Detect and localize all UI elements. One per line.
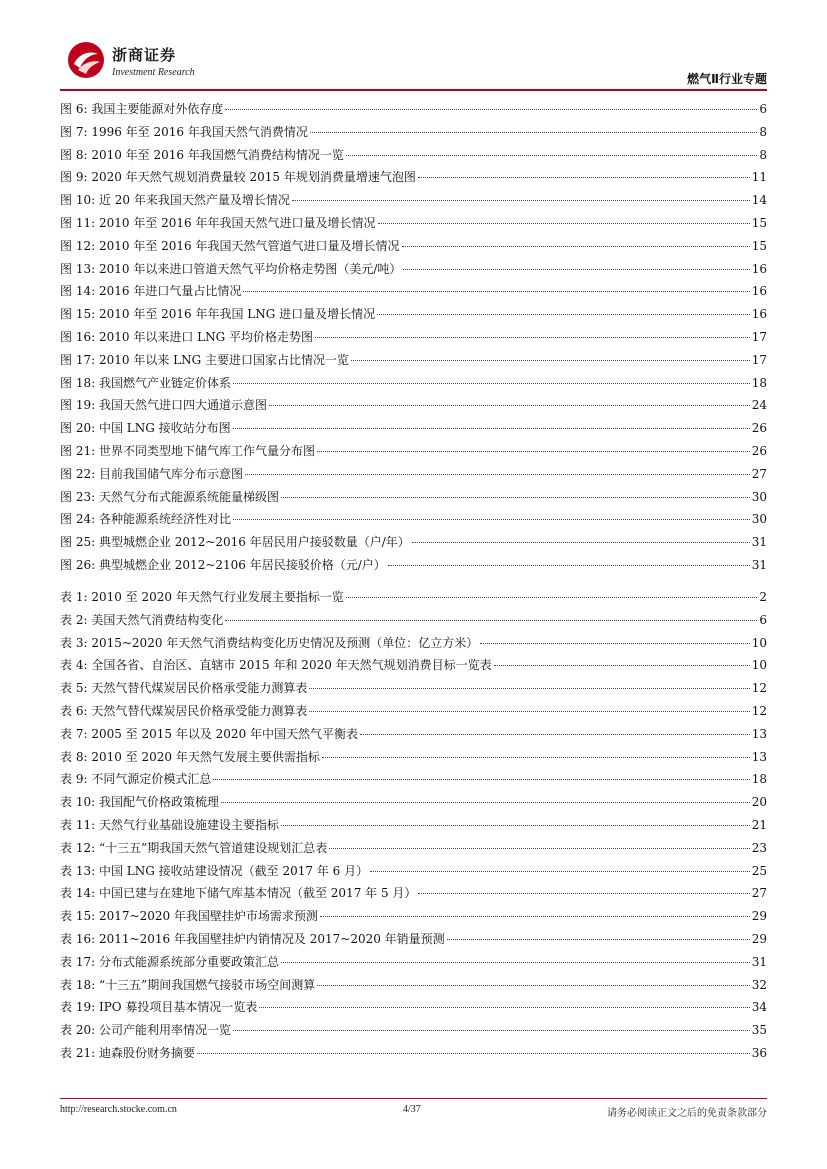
toc-entry-title: 2010 年至 2016 年年我国 LNG 进口量及增长情况 bbox=[98, 307, 376, 322]
toc-entry-page: 10 bbox=[751, 658, 767, 673]
toc-leader-dots bbox=[269, 405, 750, 406]
toc-leader-dots bbox=[233, 383, 750, 384]
toc-entry-page: 35 bbox=[751, 1023, 767, 1038]
toc-entry-title: 天然气替代煤炭居民价格承受能力测算表 bbox=[91, 681, 308, 696]
footer-divider bbox=[60, 1098, 767, 1099]
table-toc-entry[interactable] bbox=[60, 930, 767, 953]
toc-entry-page: 16 bbox=[751, 284, 767, 299]
toc-entry-page: 13 bbox=[751, 749, 767, 764]
toc-leader-dots bbox=[447, 939, 750, 940]
toc-entry-title: 2010 年以来进口管道天然气平均价格走势图（美元/吨） bbox=[98, 261, 402, 276]
toc-leader-dots bbox=[281, 825, 750, 826]
toc-entry-title: 2017~2020 年我国壁挂炉市场需求预测 bbox=[98, 909, 318, 924]
toc-entry-number: 表 14: bbox=[60, 886, 96, 901]
toc-entry-title: 中国已建与在建地下储气库基本情况（截至 2017 年 5 月） bbox=[98, 886, 417, 901]
toc-entry-page: 15 bbox=[751, 238, 767, 253]
toc-entry-page: 25 bbox=[751, 863, 767, 878]
toc-entry-page: 12 bbox=[751, 703, 767, 718]
toc-entry-number: 图 12: bbox=[60, 238, 96, 253]
toc-leader-dots bbox=[329, 848, 749, 849]
toc-entry-number: 图 15: bbox=[60, 307, 96, 322]
figure-toc-entry[interactable] bbox=[60, 191, 767, 214]
table-list bbox=[60, 588, 767, 1067]
toc-leader-dots bbox=[315, 337, 750, 338]
figure-toc-entry[interactable] bbox=[60, 419, 767, 442]
brand-name: 浙商证券 bbox=[112, 46, 177, 64]
toc-entry-number: 图 8: bbox=[60, 147, 88, 162]
toc-entry-page: 27 bbox=[751, 886, 767, 901]
figure-toc-entry[interactable] bbox=[60, 442, 767, 465]
figure-toc-entry[interactable] bbox=[60, 488, 767, 511]
toc-entry-number: 表 19: bbox=[60, 1000, 96, 1015]
toc-entry-page: 16 bbox=[751, 307, 767, 322]
toc-entry-title: 典型城燃企业 2012~2016 年居民用户接驳数量（户/年） bbox=[98, 535, 410, 550]
toc-entry-title: 全国各省、自治区、直辖市 2015 年和 2020 年天然气规划消费目标一览表 bbox=[91, 658, 492, 673]
toc-entry-title: 近 20 年来我国天然产量及增长情况 bbox=[98, 193, 290, 208]
toc-leader-dots bbox=[388, 565, 750, 566]
figure-toc-entry[interactable] bbox=[60, 556, 767, 579]
figure-toc-entry[interactable] bbox=[60, 305, 767, 328]
toc-entry-page: 16 bbox=[751, 261, 767, 276]
toc-leader-dots bbox=[213, 779, 749, 780]
toc-entry-title: 2015~2020 年天然气消费结构变化历史情况及预测（单位：亿立方米） bbox=[91, 635, 479, 650]
table-toc-entry[interactable] bbox=[60, 1021, 767, 1044]
toc-entry-page: 12 bbox=[751, 681, 767, 696]
toc-entry-page: 21 bbox=[751, 817, 767, 832]
toc-entry-page: 26 bbox=[751, 421, 767, 436]
toc-entry-number: 表 10: bbox=[60, 795, 96, 810]
table-toc-entry[interactable] bbox=[60, 702, 767, 725]
toc-entry-number: 表 7: bbox=[60, 726, 88, 741]
toc-entry-number: 表 21: bbox=[60, 1045, 96, 1060]
toc-leader-dots bbox=[317, 451, 750, 452]
toc-entry-title: 美国天然气消费结构变化 bbox=[91, 612, 224, 627]
toc-entry-page: 27 bbox=[751, 466, 767, 481]
table-toc-entry[interactable] bbox=[60, 793, 767, 816]
toc-entry-number: 表 15: bbox=[60, 909, 96, 924]
toc-entry-number: 图 13: bbox=[60, 261, 96, 276]
toc-leader-dots bbox=[378, 223, 750, 224]
figure-toc-entry[interactable] bbox=[60, 100, 767, 123]
figure-toc-entry[interactable] bbox=[60, 214, 767, 237]
toc-entry-title: 迪森股份财务摘要 bbox=[98, 1045, 195, 1060]
toc-entry-number: 图 26: bbox=[60, 557, 96, 572]
toc-entry-title: 不同气源定价模式汇总 bbox=[91, 772, 212, 787]
toc-entry-number: 表 20: bbox=[60, 1023, 96, 1038]
toc-leader-dots bbox=[370, 871, 750, 872]
toc-entry-title: 世界不同类型地下储气库工作气量分布图 bbox=[98, 443, 315, 458]
toc-entry-title: 中国 LNG 接收站分布图 bbox=[98, 421, 231, 436]
toc-leader-dots bbox=[320, 916, 750, 917]
toc-entry-title: 天然气分布式能源系统能量梯级图 bbox=[98, 489, 279, 504]
toc-entry-page: 30 bbox=[751, 512, 767, 527]
figure-toc-entry[interactable] bbox=[60, 260, 767, 283]
toc-entry-title: 2005 至 2015 年以及 2020 年中国天然气平衡表 bbox=[91, 726, 359, 741]
table-toc-entry[interactable] bbox=[60, 907, 767, 930]
toc-entry-number: 图 9: bbox=[60, 170, 88, 185]
toc-entry-page: 18 bbox=[751, 375, 767, 390]
table-toc-entry[interactable] bbox=[60, 656, 767, 679]
toc-entry-number: 图 16: bbox=[60, 329, 96, 344]
toc-leader-dots bbox=[197, 1053, 750, 1054]
toc-entry-title: 2010 年至 2016 年我国燃气消费结构情况一览 bbox=[91, 147, 344, 162]
page-header bbox=[60, 30, 767, 90]
footer-url-link[interactable]: http://research.stocke.com.cn bbox=[60, 1104, 177, 1115]
toc-entry-title: 天然气替代煤炭居民价格承受能力测算表 bbox=[91, 703, 308, 718]
toc-entry-title: 各种能源系统经济性对比 bbox=[98, 512, 231, 527]
table-toc-entry[interactable] bbox=[60, 862, 767, 885]
toc-leader-dots bbox=[317, 985, 749, 986]
figure-toc-entry[interactable] bbox=[60, 351, 767, 374]
toc-leader-dots bbox=[281, 962, 750, 963]
table-toc-entry[interactable] bbox=[60, 953, 767, 976]
toc-entry-title: IPO 募投项目基本情况一览表 bbox=[98, 1000, 258, 1015]
toc-entry-number: 表 1: bbox=[60, 590, 88, 604]
toc-entry-page: 26 bbox=[751, 443, 767, 458]
table-toc-entry[interactable] bbox=[60, 976, 767, 999]
toc-leader-dots bbox=[412, 542, 750, 543]
toc-entry-page: 24 bbox=[751, 398, 767, 413]
table-toc-entry[interactable] bbox=[60, 1044, 767, 1067]
toc-entry-page: 31 bbox=[751, 954, 767, 969]
table-toc-entry[interactable] bbox=[60, 611, 767, 634]
toc-entry-title: 2010 年以来进口 LNG 平均价格走势图 bbox=[98, 329, 314, 344]
toc-leader-dots bbox=[403, 269, 749, 270]
toc-entry-page: 2 bbox=[759, 590, 767, 604]
toc-entry-number: 图 18: bbox=[60, 375, 96, 390]
toc-entry-number: 图 23: bbox=[60, 489, 96, 504]
toc-entry-page: 29 bbox=[751, 931, 767, 946]
figure-toc-entry[interactable] bbox=[60, 237, 767, 260]
toc-entry-number: 表 18: bbox=[60, 977, 96, 992]
toc-entry-page: 20 bbox=[751, 795, 767, 810]
toc-entry-title: 2011~2016 年我国壁挂炉内销情况及 2017~2020 年销量预测 bbox=[98, 931, 445, 946]
toc-leader-dots bbox=[377, 314, 750, 315]
figure-toc-entry[interactable] bbox=[60, 168, 767, 191]
toc-entry-page: 30 bbox=[751, 489, 767, 504]
toc-entry-page: 6 bbox=[759, 102, 767, 116]
toc-leader-dots bbox=[309, 711, 749, 712]
toc-entry-number: 表 5: bbox=[60, 681, 88, 696]
toc-entry-number: 表 8: bbox=[60, 749, 88, 764]
toc-entry-page: 31 bbox=[751, 557, 767, 572]
table-toc-entry[interactable] bbox=[60, 634, 767, 657]
toc-leader-dots bbox=[225, 620, 757, 621]
disclaimer-text: 请务必阅读正文之后的免责条款部分 bbox=[607, 1108, 767, 1119]
table-toc-entry[interactable] bbox=[60, 884, 767, 907]
toc-entry-title: 2020 年天然气规划消费量较 2015 年规划消费量增速气泡图 bbox=[91, 170, 416, 185]
figure-toc-entry[interactable] bbox=[60, 328, 767, 351]
toc-entry-number: 图 24: bbox=[60, 512, 96, 527]
toc-entry-page: 11 bbox=[751, 170, 767, 185]
toc-entry-title: 公司产能利用率情况一览 bbox=[98, 1023, 231, 1038]
toc-leader-dots bbox=[418, 893, 749, 894]
toc-entry-title: “十三五”期间我国燃气接驳市场空间测算 bbox=[98, 977, 316, 992]
toc-entry-number: 表 11: bbox=[60, 817, 96, 832]
toc-leader-dots bbox=[233, 519, 750, 520]
toc-leader-dots bbox=[346, 597, 758, 598]
toc-entry-number: 图 22: bbox=[60, 466, 96, 481]
toc-leader-dots bbox=[310, 132, 758, 133]
figure-toc-entry[interactable] bbox=[60, 396, 767, 419]
toc-entry-page: 14 bbox=[751, 193, 767, 208]
toc-entry-number: 图 25: bbox=[60, 535, 96, 550]
toc-leader-dots bbox=[281, 497, 750, 498]
toc-entry-page: 15 bbox=[751, 215, 767, 230]
toc-entry-title: 2010 年至 2016 年年我国天然气进口量及增长情况 bbox=[98, 215, 376, 230]
toc-leader-dots bbox=[322, 757, 750, 758]
figure-toc-entry[interactable] bbox=[60, 374, 767, 397]
figure-toc-entry[interactable] bbox=[60, 282, 767, 305]
table-toc-entry[interactable] bbox=[60, 679, 767, 702]
figure-list bbox=[60, 100, 767, 579]
toc-entry-number: 表 12: bbox=[60, 840, 96, 855]
table-toc-entry[interactable] bbox=[60, 770, 767, 793]
toc-entry-number: 图 6: bbox=[60, 102, 88, 116]
toc-entry-page: 34 bbox=[751, 1000, 767, 1015]
toc-entry-title: 目前我国储气库分布示意图 bbox=[98, 466, 243, 481]
toc-entry-title: 2010 年至 2016 年我国天然气管道气进口量及增长情况 bbox=[98, 238, 400, 253]
toc-entry-number: 表 17: bbox=[60, 954, 96, 969]
toc-leader-dots bbox=[225, 109, 757, 110]
toc-entry-page: 36 bbox=[751, 1045, 767, 1060]
toc-leader-dots bbox=[243, 291, 749, 292]
toc-entry-page: 17 bbox=[751, 352, 767, 367]
toc-leader-dots bbox=[346, 155, 758, 156]
toc-entry-title: 分布式能源系统部分重要政策汇总 bbox=[98, 954, 279, 969]
table-toc-entry[interactable] bbox=[60, 839, 767, 862]
report-type-label: 燃气Ⅱ行业专题 bbox=[687, 72, 767, 86]
figure-toc-entry[interactable] bbox=[60, 533, 767, 556]
toc-leader-dots bbox=[494, 665, 750, 666]
figure-toc-entry[interactable] bbox=[60, 510, 767, 533]
toc-entry-number: 表 16: bbox=[60, 931, 96, 946]
toc-entry-title: “十三五”期我国天然气管道建设规划汇总表 bbox=[98, 840, 328, 855]
toc-entry-page: 8 bbox=[759, 124, 767, 139]
toc-leader-dots bbox=[418, 177, 750, 178]
table-toc-entry[interactable] bbox=[60, 588, 767, 611]
toc-entry-title: 2010 年以来 LNG 主要进口国家占比情况一览 bbox=[98, 352, 350, 367]
toc-entry-title: 天然气行业基础设施建设主要指标 bbox=[98, 817, 279, 832]
toc-leader-dots bbox=[245, 474, 750, 475]
toc-entry-page: 18 bbox=[751, 772, 767, 787]
toc-entry-number: 图 20: bbox=[60, 421, 96, 436]
toc-entry-title: 2016 年进口气量占比情况 bbox=[98, 284, 242, 299]
toc-entry-title: 我国燃气产业链定价体系 bbox=[98, 375, 231, 390]
toc-entry-page: 6 bbox=[759, 612, 767, 627]
toc-entry-title: 我国配气价格政策梳理 bbox=[98, 795, 219, 810]
toc-entry-number: 表 13: bbox=[60, 863, 96, 878]
toc-entry-title: 我国天然气进口四大通道示意图 bbox=[98, 398, 267, 413]
toc-entry-number: 图 11: bbox=[60, 215, 96, 230]
toc-leader-dots bbox=[402, 246, 750, 247]
toc-entry-page: 23 bbox=[751, 840, 767, 855]
table-toc-entry[interactable] bbox=[60, 998, 767, 1021]
toc-entry-number: 表 4: bbox=[60, 658, 88, 673]
table-toc-entry[interactable] bbox=[60, 748, 767, 771]
toc-entry-page: 32 bbox=[751, 977, 767, 992]
header-divider bbox=[60, 89, 767, 91]
toc-entry-page: 8 bbox=[759, 147, 767, 162]
table-toc-entry[interactable] bbox=[60, 816, 767, 839]
toc-entry-title: 我国主要能源对外依存度 bbox=[91, 102, 224, 116]
toc-leader-dots bbox=[309, 688, 749, 689]
toc-leader-dots bbox=[233, 428, 750, 429]
figure-toc-entry[interactable] bbox=[60, 146, 767, 169]
toc-entry-number: 表 2: bbox=[60, 612, 88, 627]
toc-leader-dots bbox=[221, 802, 750, 803]
toc-leader-dots bbox=[233, 1030, 750, 1031]
toc-entry-number: 图 19: bbox=[60, 398, 96, 413]
toc-entry-title: 中国 LNG 接收站建设情况（截至 2017 年 6 月） bbox=[98, 863, 369, 878]
toc-entry-number: 图 10: bbox=[60, 193, 96, 208]
toc-leader-dots bbox=[351, 360, 750, 361]
toc-leader-dots bbox=[480, 643, 749, 644]
zheshang-logo-icon bbox=[66, 40, 106, 80]
toc-entry-title: 典型城燃企业 2012~2106 年居民接驳价格（元/户） bbox=[98, 557, 386, 572]
toc-entry-number: 表 3: bbox=[60, 635, 88, 650]
toc-leader-dots bbox=[360, 734, 750, 735]
toc-entry-title: 2010 至 2020 年天然气发展主要供需指标 bbox=[91, 749, 320, 764]
toc-entry-page: 13 bbox=[751, 726, 767, 741]
figure-toc-entry[interactable] bbox=[60, 123, 767, 146]
toc-entry-number: 图 17: bbox=[60, 352, 96, 367]
toc-entry-title: 1996 年至 2016 年我国天然气消费情况 bbox=[91, 124, 308, 139]
table-toc-entry[interactable] bbox=[60, 725, 767, 748]
brand-subtitle: Investment Research bbox=[112, 67, 195, 78]
toc-entry-number: 表 6: bbox=[60, 703, 88, 718]
toc-entry-page: 29 bbox=[751, 909, 767, 924]
figure-toc-entry[interactable] bbox=[60, 465, 767, 488]
page-number: 4/37 bbox=[403, 1104, 421, 1115]
toc-entry-page: 31 bbox=[751, 535, 767, 550]
toc-entry-number: 表 9: bbox=[60, 772, 88, 787]
toc-leader-dots bbox=[292, 200, 750, 201]
toc-entry-page: 17 bbox=[751, 329, 767, 344]
toc-entry-number: 图 14: bbox=[60, 284, 96, 299]
toc-entry-number: 图 21: bbox=[60, 443, 96, 458]
toc-entry-title: 2010 至 2020 年天然气行业发展主要指标一览 bbox=[91, 590, 344, 604]
toc-leader-dots bbox=[259, 1007, 749, 1008]
toc-entry-number: 图 7: bbox=[60, 124, 88, 139]
toc-entry-page: 10 bbox=[751, 635, 767, 650]
